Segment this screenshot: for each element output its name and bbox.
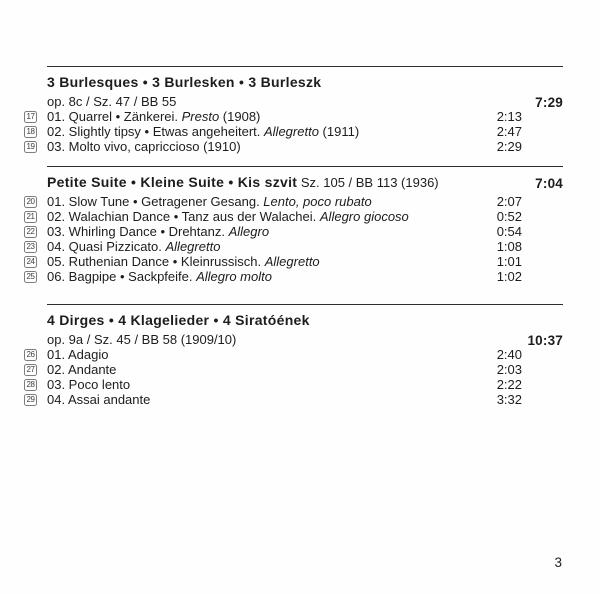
track-number-badge: 23 <box>24 241 37 253</box>
work-section <box>26 304 563 407</box>
track-number-badge: 21 <box>24 211 37 223</box>
work-opus-info: op. 8c / Sz. 47 / BB 55 <box>47 94 177 109</box>
track-row <box>26 269 563 284</box>
track-duration: 0:52 <box>496 209 522 224</box>
track-row <box>26 194 563 209</box>
track-title-suffix: (1908) <box>219 109 261 124</box>
track-duration: 2:22 <box>496 377 522 392</box>
track-title <box>47 194 372 209</box>
track-number-badge: 18 <box>24 126 37 138</box>
track-title-text: 06. Bagpipe • Sackpfeife. <box>47 269 197 284</box>
track-title-text: 01. Quarrel • Zänkerei. <box>47 109 182 124</box>
track-title-text: 03. Whirling Dance • Drehtanz. <box>47 224 229 239</box>
work-title: Petite Suite • Kleine Suite • Kis szvit <box>47 174 298 190</box>
track-duration: 1:01 <box>496 254 522 269</box>
track-duration: 2:47 <box>496 124 522 139</box>
track-duration: 1:02 <box>496 269 522 284</box>
track-row <box>26 209 563 224</box>
work-heading-row <box>47 174 563 191</box>
track-title-text: 03. Poco lento <box>47 377 131 392</box>
section-divider-rule <box>47 304 563 305</box>
work-heading-row <box>47 312 563 329</box>
track-title <box>47 224 269 239</box>
track-number-badge: 19 <box>24 141 37 153</box>
track-title-text: 05. Ruthenian Dance • Kleinrussisch. <box>47 254 265 269</box>
track-tempo-marking: Allegro giocoso <box>319 209 409 224</box>
work-heading-row <box>47 74 563 91</box>
track-title-text: 02. Slightly tipsy • Etwas angeheitert. <box>47 124 264 139</box>
track-duration: 0:54 <box>496 224 522 239</box>
track-row <box>26 347 563 362</box>
track-tempo-marking: Presto <box>181 109 220 124</box>
track-duration: 3:32 <box>496 392 522 407</box>
track-number-badge: 17 <box>24 111 37 123</box>
track-title <box>47 392 150 407</box>
track-duration: 2:40 <box>496 347 522 362</box>
track-title-text: 04. Assai andante <box>47 392 151 407</box>
track-number-badge: 27 <box>24 364 37 376</box>
track-title-suffix: (1911) <box>318 124 360 139</box>
track-title <box>47 109 260 124</box>
work-title: 3 Burlesques • 3 Burlesken • 3 Burleszk <box>47 74 322 90</box>
track-title <box>47 362 116 377</box>
track-title-text: 02. Walachian Dance • Tanz aus der Walachei. <box>47 209 320 224</box>
track-number-badge: 28 <box>24 379 37 391</box>
track-row <box>26 377 563 392</box>
work-opus-row <box>47 332 563 347</box>
track-duration: 2:07 <box>496 194 522 209</box>
track-tempo-marking: Allegretto <box>264 254 320 269</box>
work-title: 4 Dirges • 4 Klagelieder • 4 Siratóének <box>47 312 310 328</box>
section-divider-rule <box>47 66 563 67</box>
track-title-text: 01. Slow Tune • Getragener Gesang. <box>47 194 264 209</box>
track-title <box>47 124 359 139</box>
track-title-text: 03. Molto vivo, capriccioso (1910) <box>47 139 241 154</box>
track-number-badge: 22 <box>24 226 37 238</box>
track-title-text: 01. Adagio <box>47 347 109 362</box>
track-number-badge: 26 <box>24 349 37 361</box>
work-total-duration: 7:29 <box>535 95 563 110</box>
work-section <box>26 66 563 154</box>
work-total-duration: 10:37 <box>527 333 563 348</box>
track-row <box>26 362 563 377</box>
track-row <box>26 109 563 124</box>
track-tempo-marking: Allegretto <box>165 239 221 254</box>
work-catalog-numbers: Sz. 105 / BB 113 (1936) <box>297 175 439 190</box>
track-duration: 1:08 <box>496 239 522 254</box>
section-divider-rule <box>47 166 563 167</box>
track-title <box>47 254 320 269</box>
track-title-text: 02. Andante <box>47 362 117 377</box>
track-title <box>47 209 409 224</box>
track-title-text: 04. Quasi Pizzicato. <box>47 239 166 254</box>
track-number-badge: 25 <box>24 271 37 283</box>
track-row <box>26 392 563 407</box>
track-tempo-marking: Allegro <box>228 224 270 239</box>
track-row <box>26 254 563 269</box>
track-title <box>47 347 108 362</box>
track-title <box>47 239 220 254</box>
track-title <box>47 377 130 392</box>
track-row <box>26 239 563 254</box>
track-tempo-marking: Lento, poco rubato <box>263 194 372 209</box>
track-row <box>26 124 563 139</box>
track-row <box>26 224 563 239</box>
track-title <box>47 139 241 154</box>
track-tempo-marking: Allegro molto <box>196 269 272 284</box>
track-number-badge: 20 <box>24 196 37 208</box>
track-duration: 2:29 <box>496 139 522 154</box>
track-row <box>26 139 563 154</box>
work-total-duration: 7:04 <box>535 176 563 191</box>
work-section <box>26 166 563 284</box>
work-opus-row <box>47 94 563 109</box>
track-tempo-marking: Allegretto <box>264 124 319 139</box>
work-opus-info: op. 9a / Sz. 45 / BB 58 (1909/10) <box>47 332 237 347</box>
track-duration: 2:13 <box>496 109 522 124</box>
track-title <box>47 269 272 284</box>
page-number: 3 <box>554 555 562 570</box>
track-duration: 2:03 <box>496 362 522 377</box>
track-number-badge: 29 <box>24 394 37 406</box>
track-number-badge: 24 <box>24 256 37 268</box>
